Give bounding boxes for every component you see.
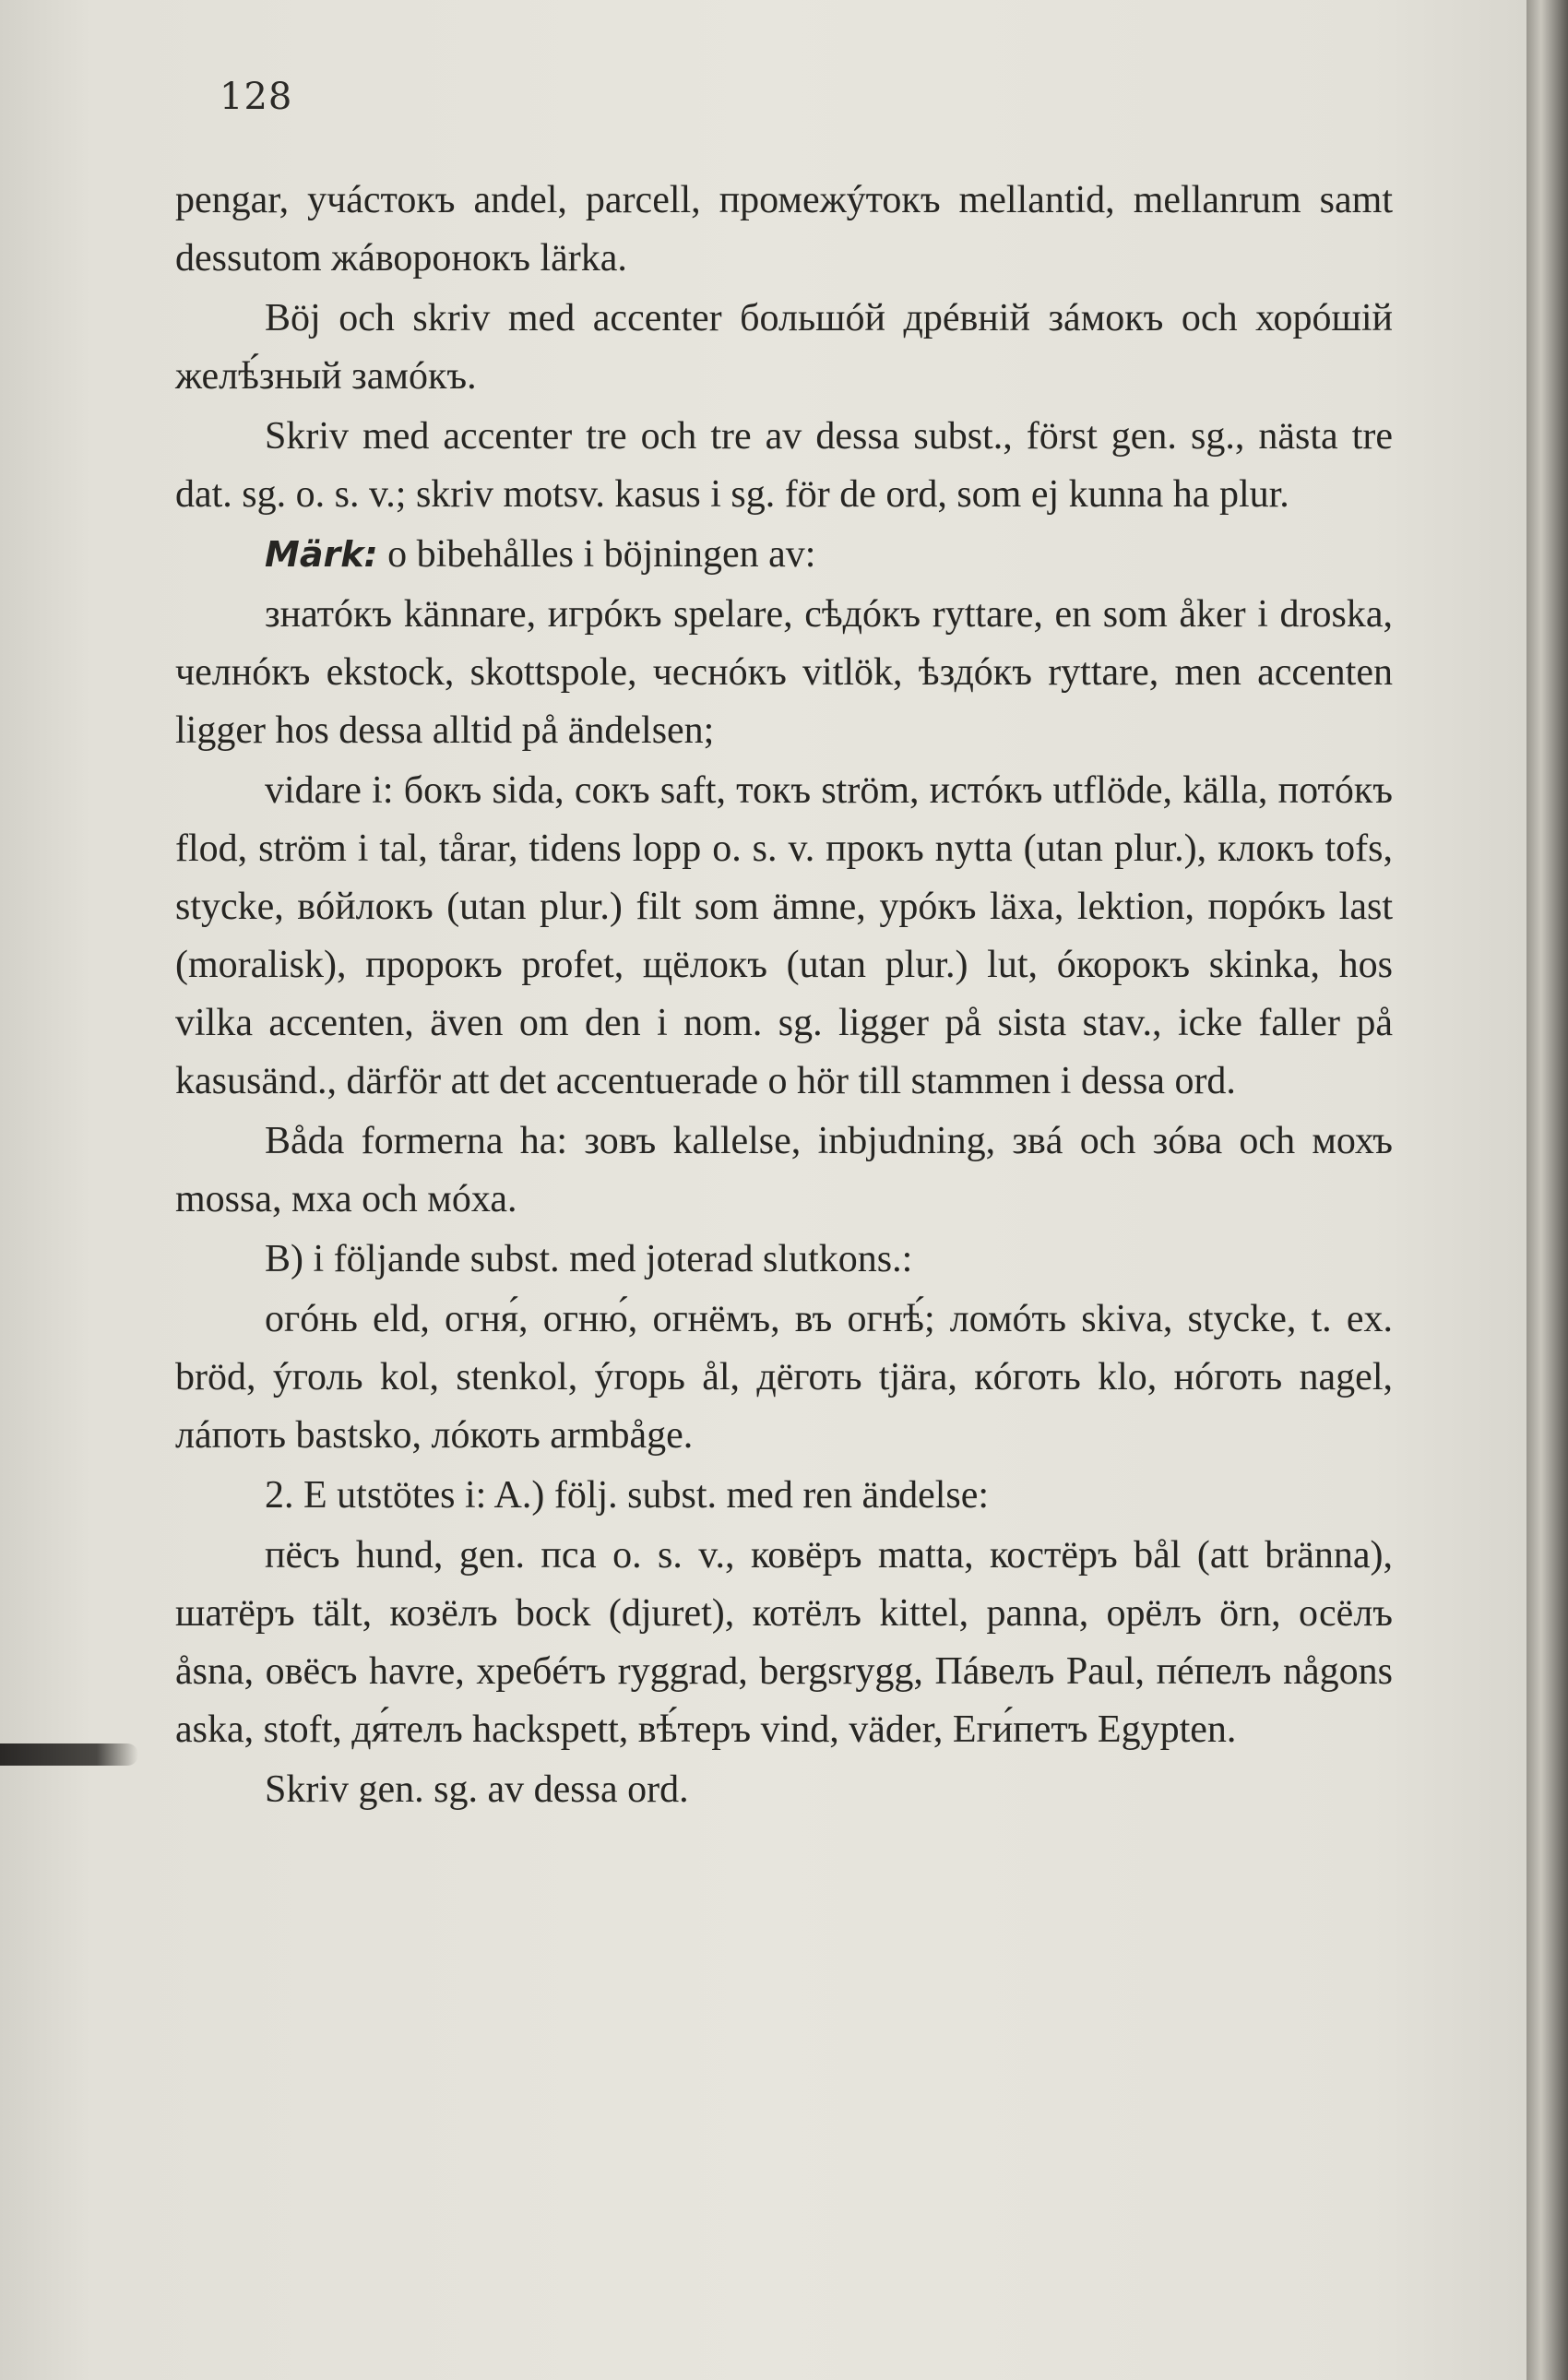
text-body <box>175 172 1393 1821</box>
paragraph-10: 2. E utstötes i: A.) följ. subst. med ren ändelse: <box>265 1474 990 1517</box>
paragraph-9: огóнь eld, огня́, огню́, огнёмъ, въ огнѣ́; ломóть skiva, stycke, t. ex. bröd, ýголь kol, stenkol, ýгорь ål, дёготь tjära, кóготь klo, нóготь nagel, лáпоть bastsko, лóкоть armbåge. <box>175 1298 1393 1457</box>
paragraph-12: Skriv gen. sg. av dessa ord. <box>265 1768 689 1811</box>
mark-label: Märk: <box>265 534 378 575</box>
paragraph-2: Böj och skriv med accenter большóй дрéвній зáмокъ och хорóшій желѣ́зный замóкъ. <box>175 297 1393 398</box>
paragraph-6: vidare i: бокъ sida, сокъ saft, токъ ström, истóкъ utflöde, källa, потóкъ flod, ström i tal, tårar, tidens lopp o. s. v. прокъ nytta (utan plur.), клокъ tofs, stycke, вóйлокъ (utan plur.) filt som ämne, урóкъ läxa, lektion, порóкъ last (moralisk), пророкъ profet, щёлокъ (utan plur.) lut, óкорокъ skinka, hos vilka accenten, även om den i nom. sg. ligger på sista stav., icke faller på kasusänd., därför att det accentuerade o hör till stammen i dessa ord. <box>175 769 1393 1102</box>
paragraph-4 <box>175 526 1393 584</box>
paragraph-3: Skriv med accenter tre och tre av dessa subst., först gen. sg., nästa tre dat. sg. o. s. v.; skriv motsv. kasus i sg. för de ord, som ej kunna ha plur. <box>175 415 1393 516</box>
page-number: 128 <box>220 76 293 118</box>
mark-text: o bibehålles i böjningen av: <box>387 533 816 576</box>
paragraph-8: B) i följande subst. med joterad slutkons.: <box>265 1238 913 1280</box>
paragraph-5: знатóкъ kännare, игрóкъ spelare, сѣдóкъ ryttare, en som åker i droska, челнóкъ ekstock, skottspole, чеснóкъ vitlök, ѣздóкъ ryttare, men accenten ligger hos dessa alltid på ändelsen; <box>175 593 1393 752</box>
paragraph-7: Båda formerna ha: зовъ kallelse, inbjudning, звá och зóва och мохъ mossa, мха och мóха. <box>175 1120 1393 1220</box>
page-edge <box>1526 0 1568 2380</box>
paragraph-11: пёсъ hund, gen. пса o. s. v., ковёръ matta, костёръ bål (att bränna), шатёръ tält, козёлъ bock (djuret), котёлъ kittel, panna, орёлъ örn, осёлъ åsna, овёсъ havre, хребéтъ ryggrad, bergsrygg, Пáвелъ Paul, пéпелъ någons aska, stoft, дя́телъ hackspett, вѣ́теръ vind, väder, Еги́петъ Egypten. <box>175 1534 1393 1751</box>
bookmark-ribbon <box>0 1743 138 1766</box>
paragraph-1: pengar, учáстокъ andel, parcell, промежýтокъ mellantid, mellanrum samt dessutom жáворонокъ lärka. <box>175 179 1393 280</box>
